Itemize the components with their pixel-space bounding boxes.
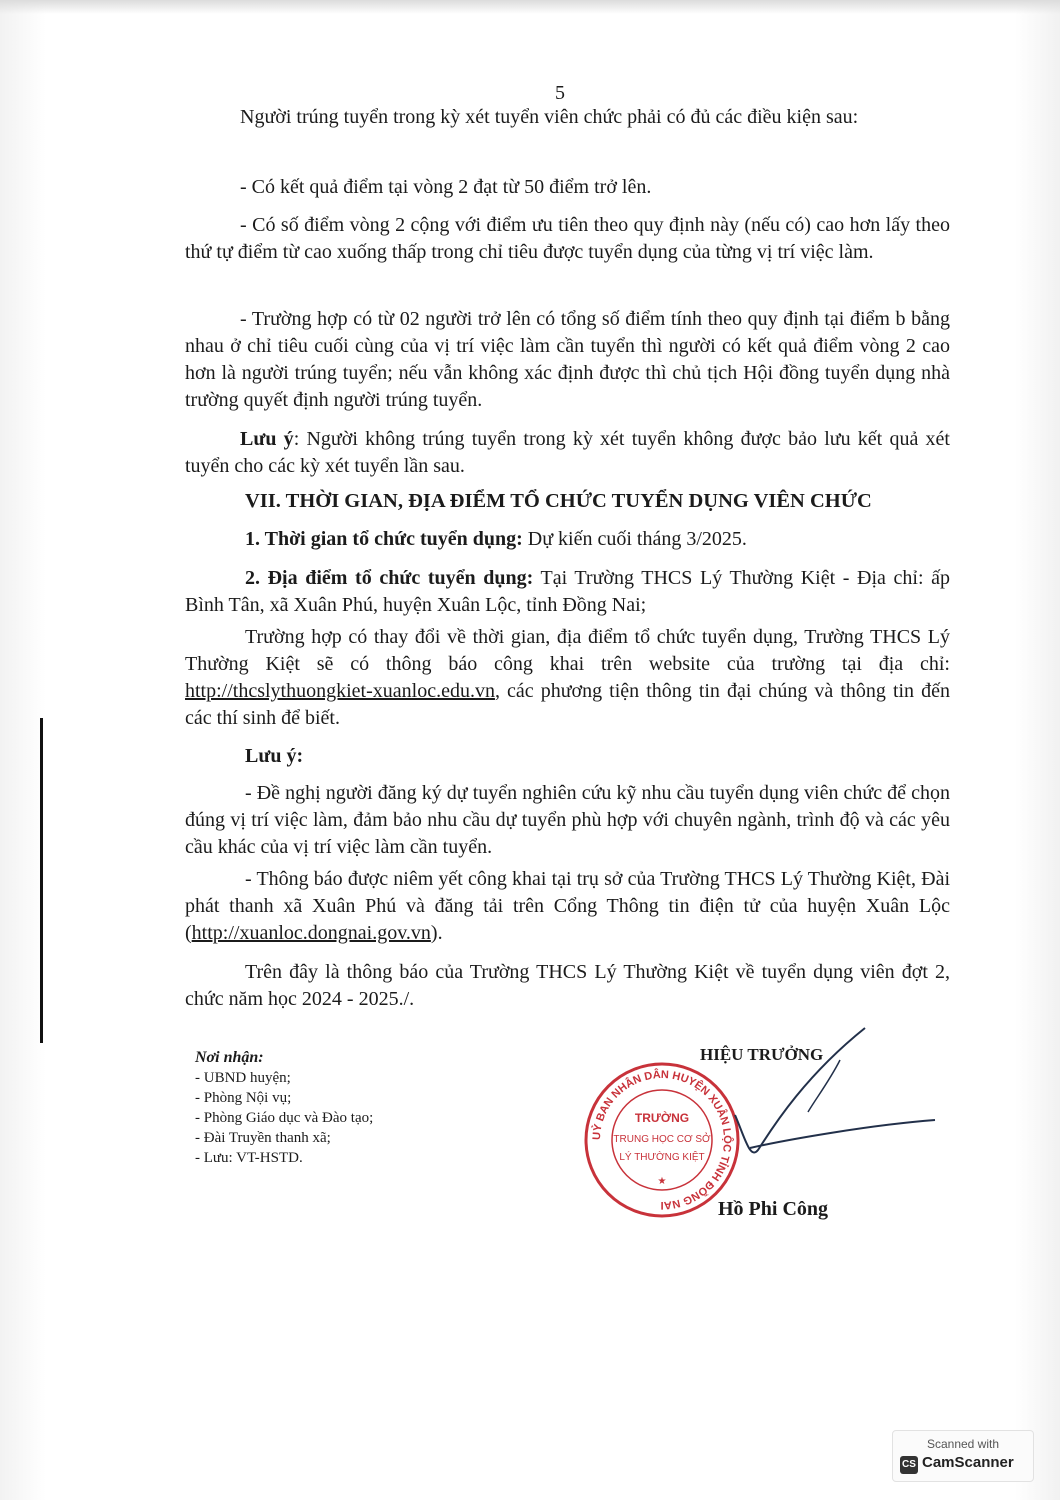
recipient-item: - Đài Truyền thanh xã; (195, 1130, 331, 1146)
camscanner-badge (892, 1430, 1034, 1482)
camscanner-caption: Scanned with (926, 1437, 1000, 1451)
recipients-title: Nơi nhận: (195, 1049, 264, 1066)
signer-title: HIỆU TRƯỞNG (700, 1045, 824, 1064)
change-text: Trường hợp có thay đổi về thời gian, địa điểm tổ chức tuyển dụng, Trường THCS Lý Thường Kiệt sẽ có thông báo công khai trên website của trường tại địa chỉ: (185, 626, 950, 675)
note-label: Lưu ý (240, 428, 294, 450)
stamp-line-1: TRƯỜNG (634, 1111, 690, 1125)
camscanner-name: CamScanner (922, 1454, 1014, 1471)
stamp-star-icon: ★ (657, 1176, 667, 1187)
section-heading: VII. THỜI GIAN, ĐỊA ĐIỂM TỔ CHỨC TUYỂN DỤNG VIÊN CHỨC (245, 490, 872, 512)
note2-item2-text: - Thông báo được niêm yết công khai tại trụ sở của Trường THCS Lý Thường Kiệt, Đài phát thanh xã Xuân Phú và đăng tải trên Cổng Thông tin điện tử của huyện Xuân Lộc ( (185, 868, 950, 944)
recipients-block (195, 1048, 515, 1168)
paragraph-note2-title (185, 743, 950, 770)
camscanner-logo-icon: CS (900, 1456, 918, 1474)
paragraph-place (185, 565, 950, 619)
place-text: Tại Trường THCS Lý Thường Kiệt - Địa chỉ: ấp Bình Tân, xã Xuân Phú, huyện Xuân Lộc, tỉnh Đồng Nai; (185, 567, 950, 616)
note2-label: Lưu ý: (245, 745, 304, 767)
recipient-item: - UBND huyện; (195, 1070, 291, 1086)
recipient-item: - Phòng Nội vụ; (195, 1090, 292, 1106)
stamp-line-2: TRUNG HỌC CƠ SỞ (613, 1134, 711, 1145)
time-label: 1. Thời gian tổ chức tuyển dụng: (245, 528, 523, 550)
recipient-item: - Phòng Giáo dục và Đào tạo; (195, 1110, 374, 1126)
handwritten-signature (690, 1020, 940, 1180)
change-text-end: , các phương tiện thông tin đại chúng và thông tin đến các thí sinh để biết. (185, 680, 950, 729)
page-number: 5 (555, 82, 565, 104)
stamp-line-3: LÝ THƯỜNG KIỆT (619, 1152, 705, 1163)
recipient-item: - Lưu: VT-HSTD. (195, 1150, 303, 1166)
note2-item2-end: ). (430, 922, 443, 944)
paragraph-change-notice (185, 624, 950, 732)
time-text: Dự kiến cuối tháng 3/2025. (522, 528, 747, 550)
scan-edge (0, 0, 1060, 14)
paragraph-round2-score: - Có kết quả điểm tại vòng 2 đạt từ 50 điểm trở lên. (240, 176, 652, 198)
district-portal-link[interactable]: http://xuanloc.dongnai.gov.vn (191, 922, 431, 944)
paragraph-note2-item2 (185, 866, 950, 947)
scan-margin-line (40, 718, 43, 1043)
paragraph-closing: Trên đây là thông báo của Trường THCS Lý Thường Kiệt về tuyển dụng viên đợt 2, chức năm học 2024 - 2025./. (185, 961, 950, 1010)
paragraph-note (185, 426, 950, 480)
signer-name: Hồ Phi Công (718, 1198, 829, 1220)
paragraph-conditions: Người trúng tuyển trong kỳ xét tuyển viên chức phải có đủ các điều kiện sau: (240, 106, 859, 128)
paragraph-priority-score: - Có số điểm vòng 2 cộng với điểm ưu tiên theo quy định này (nếu có) cao hơn lấy theo thứ tự điểm từ cao xuống thấp trong chỉ tiêu được tuyển dụng của từng vị trí việc làm. (185, 214, 950, 263)
place-label: 2. Địa điểm tổ chức tuyển dụng: (245, 567, 534, 589)
note-text: : Người không trúng tuyển trong kỳ xét tuyển không được bảo lưu kết quả xét tuyển cho các kỳ xét tuyển lần sau. (185, 428, 950, 477)
school-website-link[interactable]: http://thcslythuongkiet-xuanloc.edu.vn (185, 680, 495, 702)
paragraph-note2-item1: - Đề nghị người đăng ký dự tuyển nghiên cứu kỹ nhu cầu tuyển dụng viên chức để chọn đúng vị trí việc làm, đảm bảo nhu cầu dự tuyển phù hợp với chuyên ngành, trình độ và các yêu cầu khác của vị trí việc làm cần tuyển. (185, 782, 950, 858)
stamp-ring-text: UỶ BAN NHÂN DÂN HUYỆN XUÂN LỘC TỈNH ĐỒNG NAI (590, 1068, 734, 1212)
paragraph-tie-break: - Trường hợp có từ 02 người trở lên có tổng số điểm tính theo quy định tại điểm b bằng nhau ở chỉ tiêu cuối cùng của vị trí việc làm cần tuyển thì người có kết quả điểm vòng 2 cao hơn là người trúng tuyển; nếu vẫn không xác định được thì chủ tịch Hội đồng tuyển dụng nhà trường quyết định người trúng tuyển. (185, 308, 950, 411)
paragraph-time (185, 526, 950, 553)
